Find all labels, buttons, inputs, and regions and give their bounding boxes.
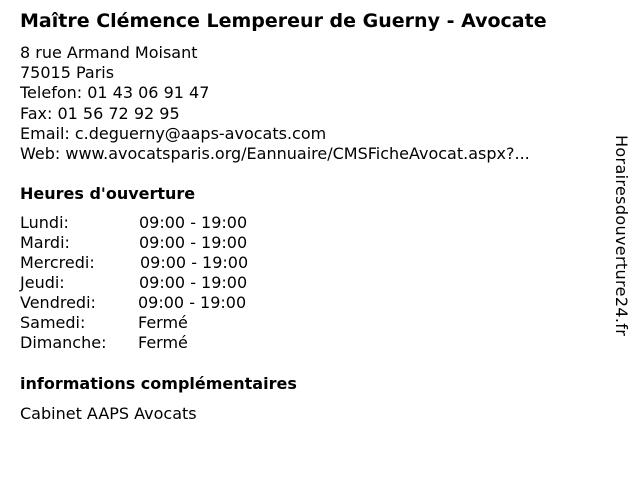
page-title: Maître Clémence Lempereur de Guerny - Avocate	[20, 10, 547, 32]
hours-heading: Heures d'ouverture	[20, 184, 196, 203]
contact-block	[20, 43, 530, 164]
day-label: Samedi:	[20, 313, 86, 332]
time-value: 09:00 - 19:00	[140, 253, 249, 272]
email-line: Email: c.deguerny@aaps-avocats.com	[20, 123, 327, 143]
address-street: 8 rue Armand Moisant	[20, 43, 198, 62]
time-value: 09:00 - 19:00	[138, 293, 247, 312]
phone-line: Telefon: 01 43 06 91 47	[20, 83, 210, 103]
fax-line: Fax: 01 56 72 92 95	[20, 103, 180, 123]
day-label: Jeudi:	[20, 273, 65, 292]
day-label: Mardi:	[20, 233, 70, 252]
day-label: Mercredi:	[20, 253, 95, 272]
day-label: Lundi:	[20, 213, 69, 232]
time-value: 09:00 - 19:00	[139, 273, 248, 292]
web-line: Web: www.avocatsparis.org/Eannuaire/CMSFicheAvocat.aspx?...	[20, 143, 530, 163]
time-value: Fermé	[138, 313, 188, 332]
watermark-text: Horairesdouverture24.fr	[612, 135, 631, 337]
info-text: Cabinet AAPS Avocats	[20, 404, 197, 423]
watermark	[612, 135, 632, 370]
time-value: 09:00 - 19:00	[139, 233, 248, 252]
day-label: Dimanche:	[20, 333, 107, 352]
time-value: Fermé	[138, 333, 188, 352]
day-label: Vendredi:	[20, 293, 96, 312]
info-heading: informations complémentaires	[20, 374, 297, 393]
time-value: 09:00 - 19:00	[139, 213, 248, 232]
address-city: 75015 Paris	[20, 63, 115, 83]
